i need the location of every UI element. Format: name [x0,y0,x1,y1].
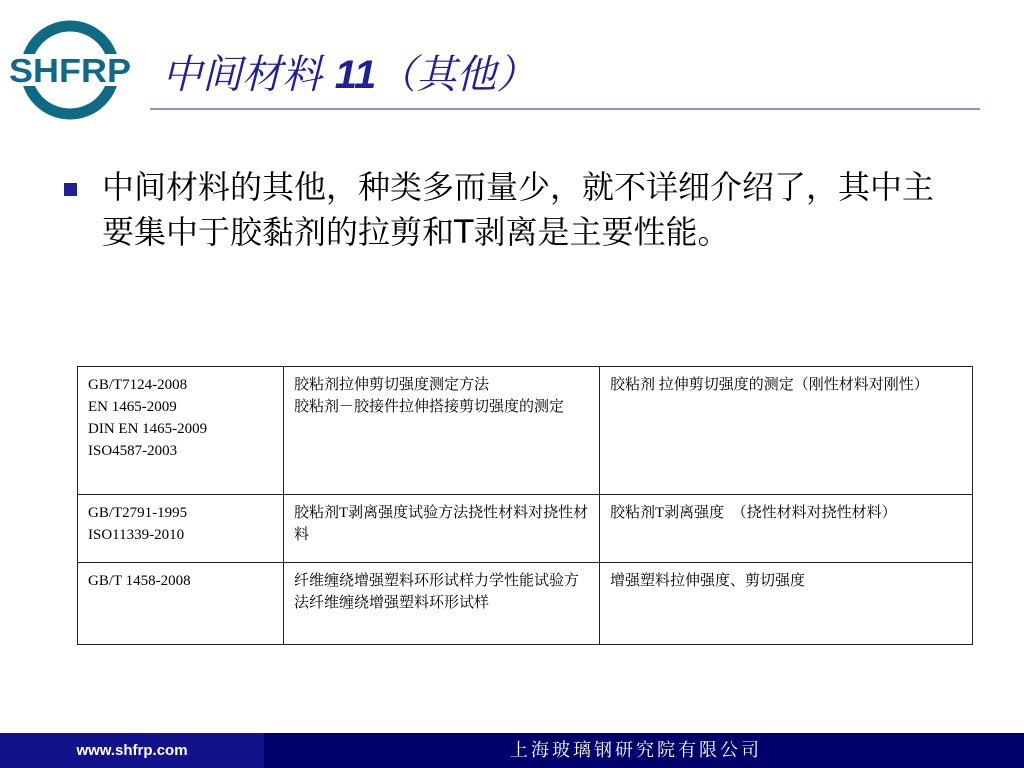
footer-url: www.shfrp.com [0,733,264,768]
table-row [78,367,973,495]
standard-code: GB/T2791-1995 [88,505,188,521]
title-prefix: 中间材料 [162,52,335,98]
standard-description-cell: 增强塑料拉伸强度、剪切强度 [600,563,973,645]
standards-table [77,366,973,645]
square-bullet-icon [64,183,77,196]
standard-name-cell: 胶粘剂T剥离强度试验方法挠性材料对挠性材料 [284,495,600,563]
standard-code: ISO11339-2010 [88,527,185,543]
title-divider [150,108,980,110]
shfrp-logo [6,20,134,120]
standard-name-cell: 纤维缠绕增强塑料环形试样力学性能试验方法纤维缠绕增强塑料环形试样 [284,563,600,645]
standard-code: ISO4587-2003 [88,443,178,459]
standard-code: GB/T7124-2008 [88,377,188,393]
standard-name-cell: 胶粘剂拉伸剪切强度测定方法 胶粘剂－胶接件拉伸搭接剪切强度的测定 [284,367,600,495]
logo-text: SHFRP [9,52,131,89]
standard-code: GB/T 1458-2008 [88,573,191,589]
bullet-text: 中间材料的其他，种类多而量少，就不详细介绍了，其中主要集中于胶黏剂的拉剪和T剥离是主要性能。 [102,168,935,251]
footer-company-name: 上海玻璃钢研究院有限公司 [510,740,762,761]
standard-codes-cell [78,367,284,495]
footer-bar [0,733,1024,768]
standard-codes-cell [78,495,284,563]
table-row [78,563,973,645]
title-number: 11 [334,53,377,97]
table-row [78,495,973,563]
standard-code: DIN EN 1465-2009 [88,421,208,437]
title-suffix: （其他） [376,52,537,98]
page-title [162,50,536,100]
standard-description-cell: 胶粘剂T剥离强度 （挠性材料对挠性材料） [600,495,973,563]
standard-description-cell: 胶粘剂 拉伸剪切强度的测定（刚性材料对刚性） [600,367,973,495]
standard-code: EN 1465-2009 [88,399,177,415]
standard-codes-cell [78,563,284,645]
